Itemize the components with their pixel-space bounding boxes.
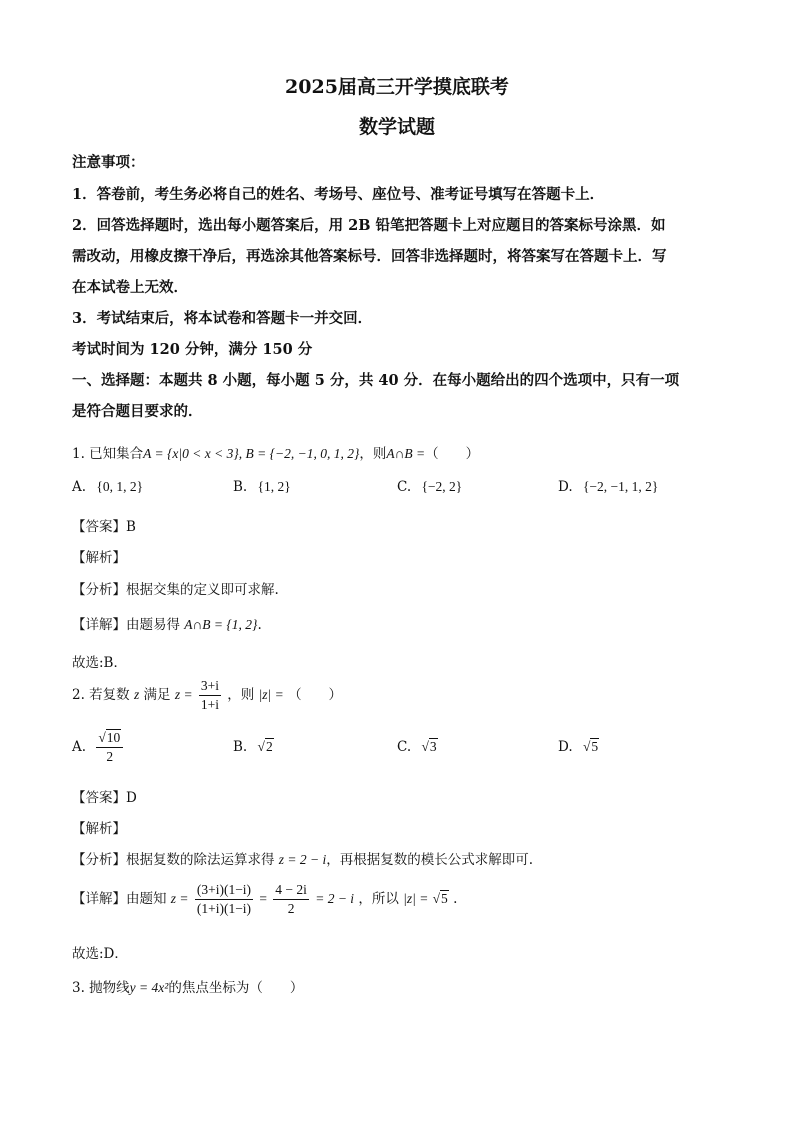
exam-time: 考试时间为 120 分钟，满分 150 分: [72, 341, 313, 358]
q1-option-d[interactable]: [558, 479, 658, 495]
option-value: {1, 2}: [257, 479, 291, 494]
question-1-stem: [72, 442, 479, 462]
detail-tag: 【详解】: [72, 617, 126, 633]
q1-answer: [72, 515, 136, 535]
option-label: A.: [72, 479, 87, 495]
fraction-numerator: 4 − 2i: [273, 881, 309, 900]
option-value: {−2, −1, 1, 2}: [582, 479, 659, 494]
sqrt-expr: √3: [421, 739, 437, 754]
fraction-denominator: 1+i: [200, 697, 219, 712]
modulus-expr: |z| =: [258, 687, 284, 702]
question-3-stem: [72, 976, 303, 996]
answer-paren: （ ）: [425, 446, 480, 462]
q2-option-a[interactable]: [72, 729, 125, 766]
q1-option-b[interactable]: [233, 479, 291, 495]
option-label: C.: [397, 739, 412, 755]
sqrt-radicand: 5: [591, 739, 599, 754]
detail-fraction-1: [195, 881, 253, 918]
fraction-denominator: 2: [106, 749, 114, 764]
option-label: B.: [233, 739, 248, 755]
fenxi-text: 根据交集的定义即可求解.: [126, 582, 279, 598]
q1-analysis-tag: 【解析】: [72, 550, 126, 566]
answer-paren: （ ）: [288, 687, 343, 703]
sqrt-expr: √5: [432, 891, 448, 906]
var-z: z: [133, 687, 140, 702]
sqrt-radicand: 3: [429, 739, 437, 754]
answer-tag: 【答案】: [72, 519, 126, 535]
notice-item-2-line-1: 2．回答选择题时，选出每小题答案后，用 2B 铅笔把答题卡上对应题目的答案标号涂黑．如: [72, 217, 666, 234]
q2-detail: [72, 881, 457, 918]
notice-heading: 注意事项：: [72, 154, 145, 171]
detail-text: 由题易得: [126, 617, 180, 633]
q1-option-c[interactable]: [397, 479, 462, 495]
option-label: D.: [558, 739, 573, 755]
fenxi-text-b: ，再根据复数的模长公式求解即可.: [326, 852, 534, 868]
option-value: {−2, 2}: [421, 479, 463, 494]
notice-item-2-line-2: 需改动，用橡皮擦干净后，再选涂其他答案标号．回答非选择题时，将答案写在答题卡上．写: [72, 248, 667, 265]
fenxi-text-a: 根据复数的除法运算求得: [126, 852, 275, 868]
set-b: , B = {−2, −1, 0, 1, 2}: [238, 446, 360, 461]
detail-expr: A∩B = {1, 2}: [184, 617, 258, 632]
q1-option-a[interactable]: [72, 479, 143, 495]
question-3-prefix: 3. 抛物线: [72, 980, 130, 996]
detail-result: = 2 − i: [315, 891, 355, 906]
z-lhs: z =: [174, 687, 193, 702]
detail-tag: 【详解】: [72, 891, 126, 907]
q1-detail: [72, 613, 262, 633]
fraction-denominator: 2: [287, 901, 295, 916]
notice-item-3: 3．考试结束后，将本试卷和答题卡一并交回．: [72, 310, 373, 327]
notice-item-2-line-3: 在本试卷上无效．: [72, 279, 188, 296]
modulus-expr: |z| =: [403, 891, 429, 906]
fenxi-expr: z = 2 − i: [278, 852, 327, 867]
fraction-numerator: 3+i: [199, 677, 221, 696]
z-fraction: [199, 677, 221, 714]
option-label: C.: [397, 479, 412, 495]
question-3-suffix: 的焦点坐标为（ ）: [168, 980, 304, 996]
answer-tag: 【答案】: [72, 790, 126, 806]
section-1-line-2: 是符合题目要求的．: [72, 403, 203, 420]
detail-text: 由题知: [126, 891, 167, 907]
parabola-expr: y = 4x²: [129, 980, 169, 995]
option-label: D.: [558, 479, 573, 495]
sqrt-radicand: 5: [441, 891, 448, 906]
detail-fraction-2: [273, 881, 309, 918]
detail-lhs: z =: [170, 891, 189, 906]
q2-analysis-tag: 【解析】: [72, 821, 126, 837]
option-value: {0, 1, 2}: [96, 479, 144, 494]
so-text: ，所以: [358, 891, 399, 907]
fenxi-tag: 【分析】: [72, 852, 126, 868]
q2-conclusion: 故选:D．: [72, 946, 128, 962]
q2-option-b[interactable]: [233, 739, 274, 755]
question-2-prefix: 2. 若复数: [72, 687, 130, 703]
set-a: A = {x|0 < x < 3}: [143, 446, 239, 461]
sqrt-expr: √5: [582, 739, 599, 754]
exam-title: 2025届高三开学摸底联考: [285, 76, 509, 98]
detail-end: .: [453, 891, 458, 907]
option-label: B.: [233, 479, 248, 495]
exam-subtitle: 数学试题: [358, 116, 435, 138]
q2-answer: [72, 786, 137, 806]
sqrt-expr: √2: [257, 739, 273, 754]
question-1-ask: ，则: [359, 446, 387, 462]
q2-option-d[interactable]: [558, 739, 599, 755]
equals-sign: =: [259, 891, 267, 906]
answer-value: D: [126, 790, 137, 806]
satisfy-text: 满足: [143, 687, 171, 703]
then-text: ，则: [227, 687, 255, 703]
fenxi-tag: 【分析】: [72, 582, 126, 598]
section-1-line-1: 一、选择题：本题共 8 小题，每小题 5 分，共 40 分．在每小题给出的四个选项中，只有一项: [72, 372, 680, 389]
fraction-denominator: (1+i)(1−i): [196, 901, 252, 916]
option-label: A.: [72, 739, 87, 755]
q2-fenxi: [72, 848, 533, 868]
q1-fenxi: [72, 578, 279, 598]
question-2-stem: [72, 677, 342, 714]
q1-conclusion: 故选:B．: [72, 655, 127, 671]
intersection-expr: A∩B =: [386, 446, 426, 461]
answer-value: B: [126, 519, 136, 535]
option-fraction: $\frac{√10}{2}$: [96, 729, 123, 766]
sqrt-radicand: 2: [265, 739, 273, 754]
fraction-numerator: (3+i)(1−i): [195, 881, 253, 900]
sqrt-radicand: 10: [106, 730, 121, 745]
question-1-prefix: 1. 已知集合: [72, 446, 144, 462]
detail-end: .: [257, 617, 262, 633]
notice-item-1: 1．答卷前，考生务必将自己的姓名、考场号、座位号、准考证号填写在答题卡上．: [72, 186, 605, 203]
q2-option-c[interactable]: [397, 739, 438, 755]
